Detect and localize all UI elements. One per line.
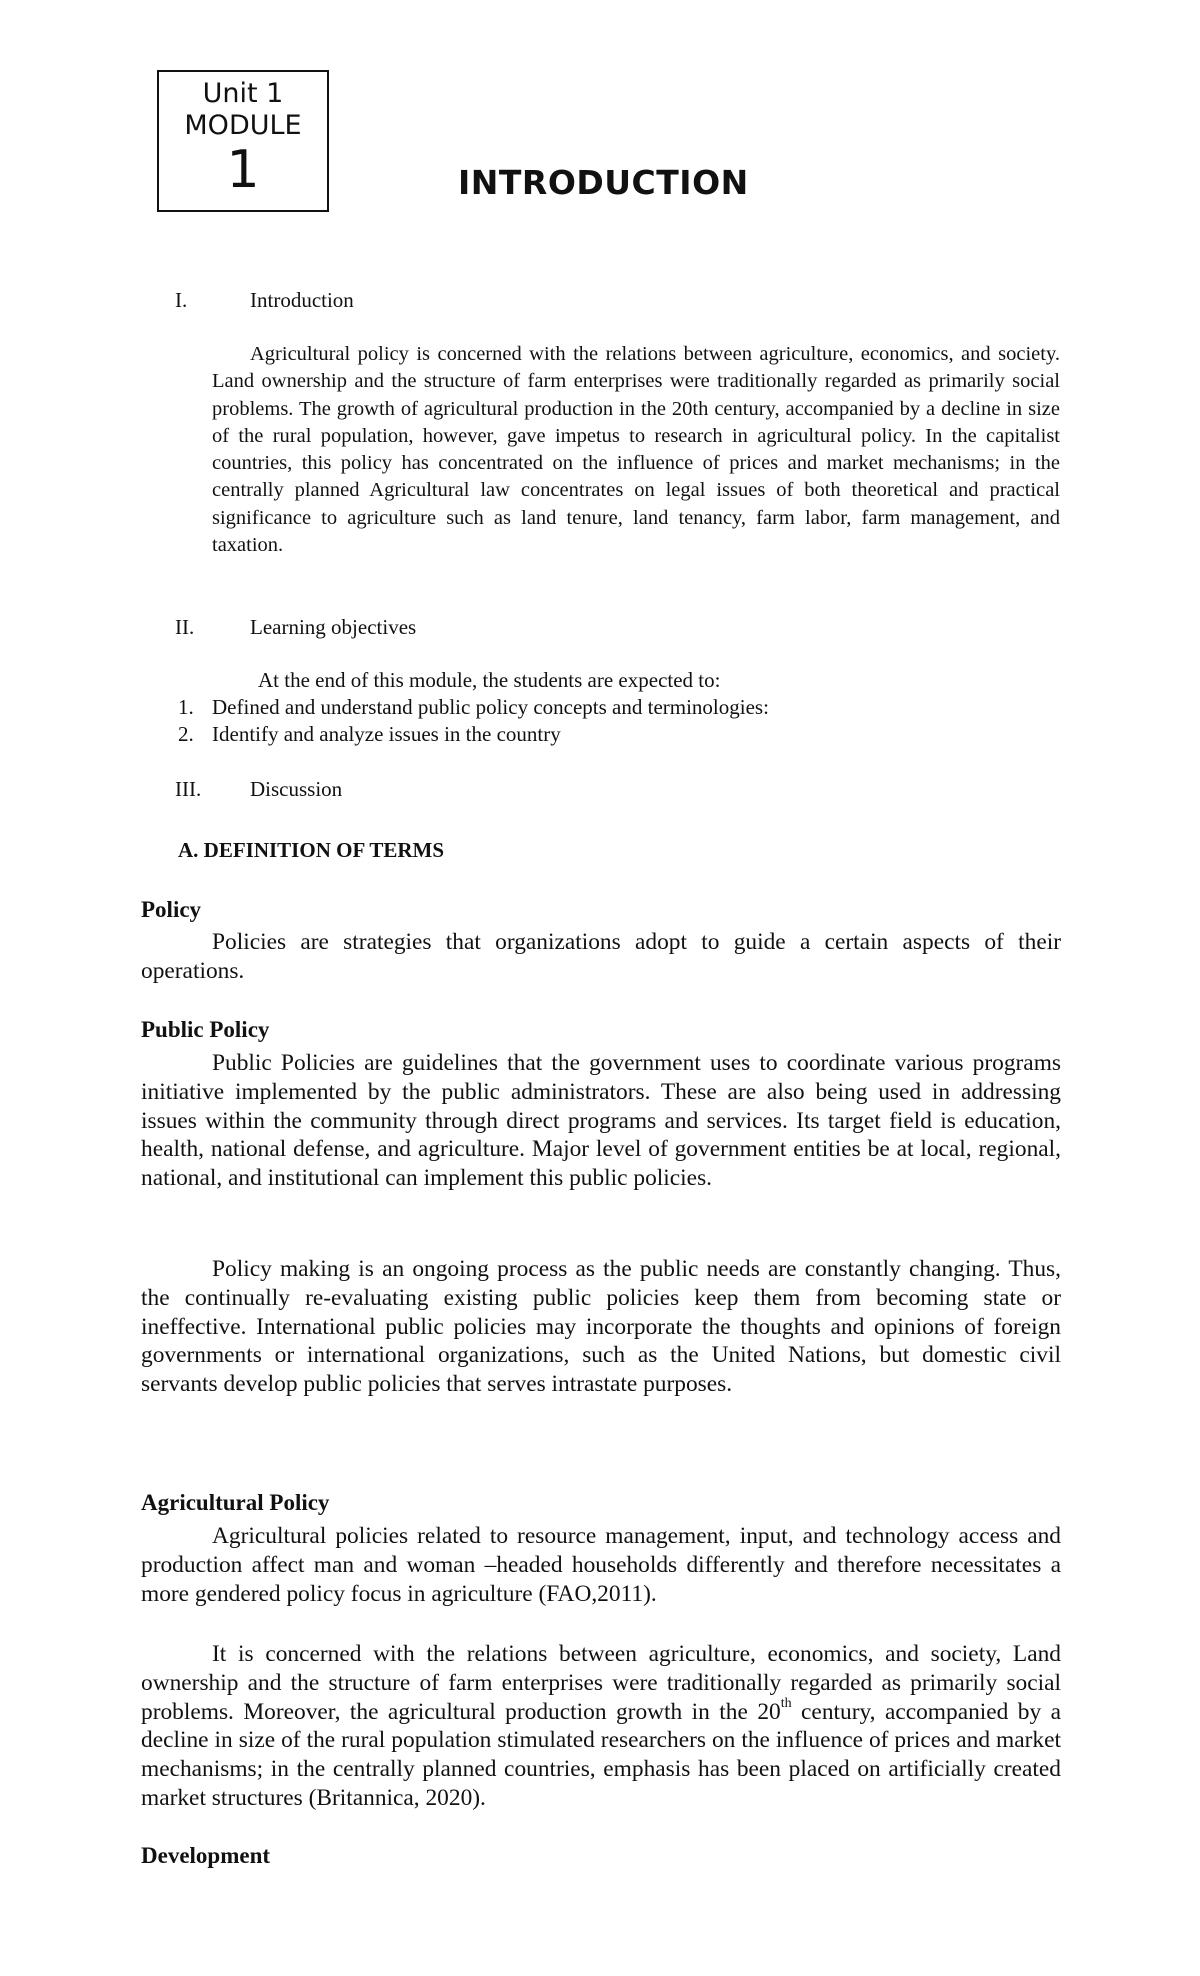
module-label: MODULE [184,110,302,141]
page-title: INTRODUCTION [458,163,749,202]
section-1-label: Introduction [250,288,354,312]
section-2-number: II. [175,615,195,639]
objective-1-text: Defined and understand public policy concepts and terminologies: [212,695,769,719]
public-policy-paragraph-1: Public Policies are guidelines that the government uses to coordinate various programs initiative implemented by the public administrators. These are also being used in addressing issues within the community through direct programs and services. Its target field is education, health, national defense, and agriculture. Major level of government entities be at local, regional, national, and institutional can implement this public policies. [141,1050,1061,1192]
public-policy-heading: Public Policy [141,1017,270,1042]
unit-label: Unit 1 [202,78,284,109]
introduction-paragraph: Agricultural policy is concerned with the relations between agriculture, economics, and society. Land ownership and the structure of farm enterprises were traditionally regarded as primarily social problems. The growth of agricultural production in the 20th century, accompanied by a decline in size of the rural population, however, gave impetus to research in agricultural policy. In the capitalist countries, this policy has concentrated on the influence of prices and market mechanisms; in the centrally planned Agricultural law concentrates on legal issues of both theoretical and practical significance to agriculture such as land tenure, land tenancy, farm labor, farm management, and taxation. [212,343,1060,557]
superscript-th: th [780,1695,792,1711]
agricultural-policy-heading: Agricultural Policy [141,1490,330,1515]
definition-of-terms-heading: A. DEFINITION OF TERMS [178,838,445,862]
public-policy-paragraph-2: Policy making is an ongoing process as the public needs are constantly changing. Thus, the continually re-evaluating existing public policies keep them from becoming state or ineffective. International public policies may incorporate the thoughts and opinions of foreign governments or international organizations, such as the United Nations, but domestic civil servants develop public policies that serves intrastate purposes. [141,1256,1061,1398]
objective-2-text: Identify and analyze issues in the country [212,722,561,746]
agricultural-policy-paragraph-1: Agricultural policies related to resource management, input, and technology access and production affect man and woman –headed households differently and therefore necessitates a more gendered policy focus in agriculture (FAO,2011). [141,1523,1061,1607]
section-1-number: I. [175,288,188,312]
module-number: 1 [226,140,260,200]
objective-1-number: 1. [178,695,194,719]
agricultural-policy-paragraph-2: It is concerned with the relations between agriculture, economics, and society, Land ownership and the structure of farm enterprises were traditionally regarded as primarily social problems. Moreover, the agricultural production growth in the 20th century, accompanied by a decline in size of the rural population stimulated researchers on the influence of prices and market mechanisms; in the centrally planned countries, emphasis has been placed on artificially created market structures (Britannica, 2020). [141,1641,1061,1811]
policy-heading: Policy [141,897,202,922]
section-3-label: Discussion [250,777,343,801]
objective-2-number: 2. [178,722,194,746]
development-heading: Development [141,1843,271,1868]
section-3-number: III. [175,777,202,801]
objectives-intro: At the end of this module, the students are expected to: [258,668,721,692]
policy-paragraph: Policies are strategies that organizations adopt to guide a certain aspects of their operations. [141,929,1061,984]
section-2-label: Learning objectives [250,615,417,639]
unit-module-box [157,70,329,212]
